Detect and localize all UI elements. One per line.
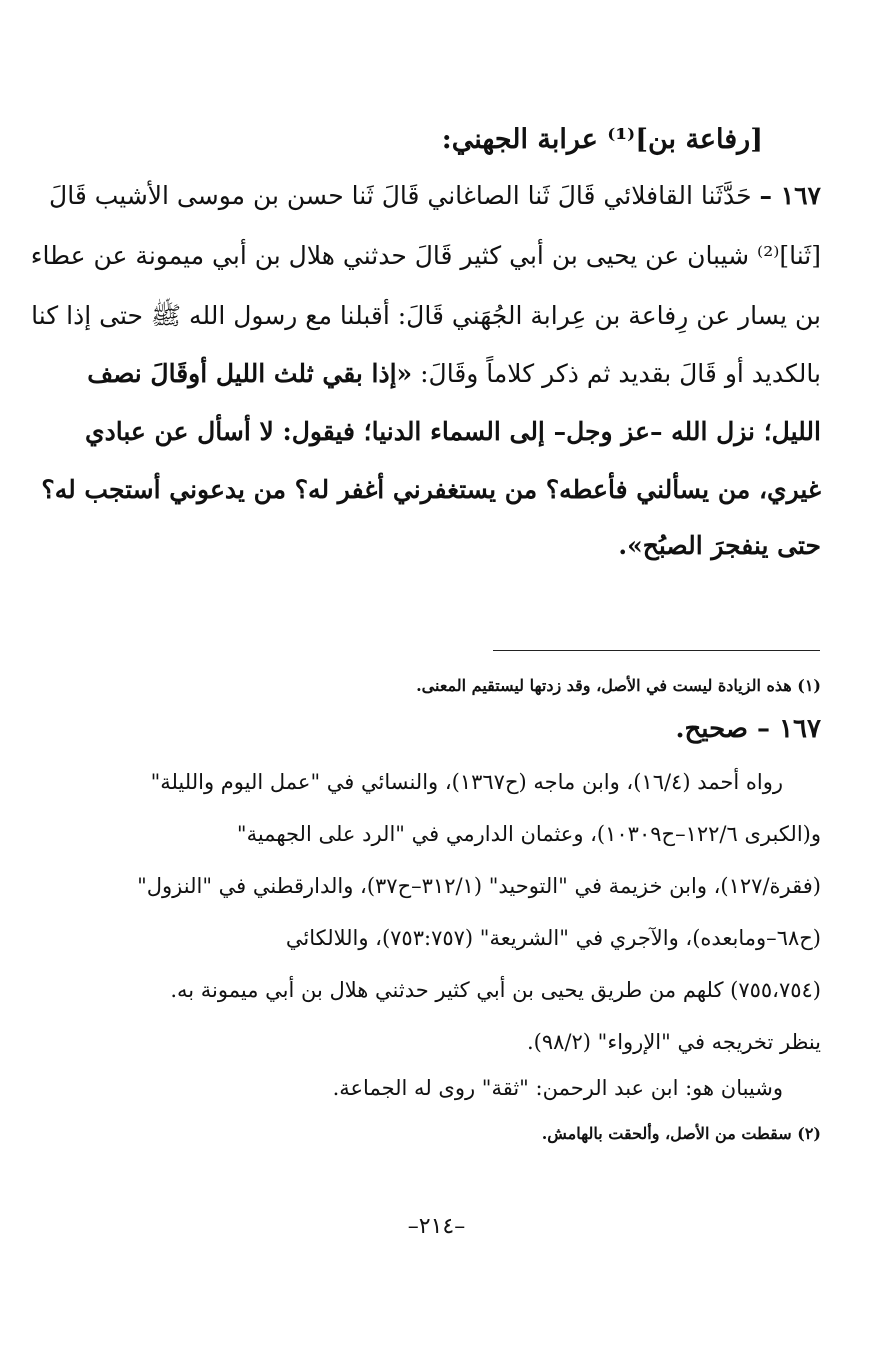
hadith-line-4 (87, 358, 821, 390)
page-number: –٢١٤– (407, 1214, 466, 1239)
takhrij-line-5: (٧٥٥،٧٥٤) كلهم من طريق يحيى بن أبي كثير حدثني هلال بن أبي ميمونة به. (170, 978, 821, 1002)
hadith-line-5: الليل؛ نزل الله –عز وجل– إلى السماء الدنيا؛ فيقول: لا أسأل عن عبادي (85, 417, 821, 446)
takhrij-line-7: وشيبان هو: ابن عبد الرحمن: "ثقة" روى له الجماعة. (332, 1076, 783, 1100)
takhrij-line-3: (فقرة/١٢٧)، وابن خزيمة في "التوحيد" (٣١٢/١–ح٣٧)، والدارقطني في "النزول" (137, 874, 821, 898)
footnote-2: (٢) سقطت من الأصل، وألحقت بالهامش. (541, 1124, 821, 1143)
hadith-line-7: حتى ينفجرَ الصبُح». (618, 531, 821, 560)
takhrij-line-6: ينظر تخريجه في "الإرواء" (٩٨/٢). (527, 1030, 821, 1054)
hadith-line-4-plain: بالكديد أو قَالَ بقديد ثم ذكر كلاماً وقَالَ: (412, 359, 821, 388)
hadith-line-6: غيري، من يسألني فأعطه؟ من يستغفرني أغفر له؟ من يدعوني أستجب له؟ (41, 475, 821, 504)
section-heading: [رفاعة بن]⁽¹⁾ عرابة الجهني: (441, 124, 763, 155)
takhrij-line-1: رواه أحمد (١٦/٤)، وابن ماجه (ح١٣٦٧)، والنسائي في "عمل اليوم والليلة" (150, 770, 783, 794)
hadith-line-2: [ثَنا]⁽²⁾ شيبان عن يحيى بن أبي كثير قَالَ حدثني هلال بن أبي ميمونة عن عطاء (30, 241, 821, 270)
footnote-grade: ١٦٧ – صحيح. (675, 714, 821, 744)
hadith-number: ١٦٧ – (759, 181, 821, 210)
hadith-matn-start: «إذا بقي ثلث الليل أوقَالَ نصف (87, 359, 413, 388)
hadith-isnad-start: حَدَّثَنا القافلائي قَالَ ثَنا الصاغاني قَالَ ثَنا حسن بن موسى الأشيب قَالَ (49, 181, 760, 210)
hadith-line-1 (49, 180, 821, 212)
takhrij-line-2: و(الكبرى ١٢٢/٦–ح١٠٣٠٩)، وعثمان الدارمي في "الرد على الجهمية" (236, 822, 821, 846)
takhrij-line-4: (ح٦٨–ومابعده)، والآجري في "الشريعة" (٧٥٣:٧٥٧)، واللالكائي (285, 926, 821, 950)
hadith-line-3: بن يسار عن رِفاعة بن عِرابة الجُهَني قَالَ: أقبلنا مع رسول الله ﷺ حتى إذا كنا (31, 301, 821, 330)
footnote-1: (١) هذه الزيادة ليست في الأصل، وقد زدتها ليستقيم المعنى. (416, 676, 821, 695)
footnote-divider (493, 650, 820, 651)
